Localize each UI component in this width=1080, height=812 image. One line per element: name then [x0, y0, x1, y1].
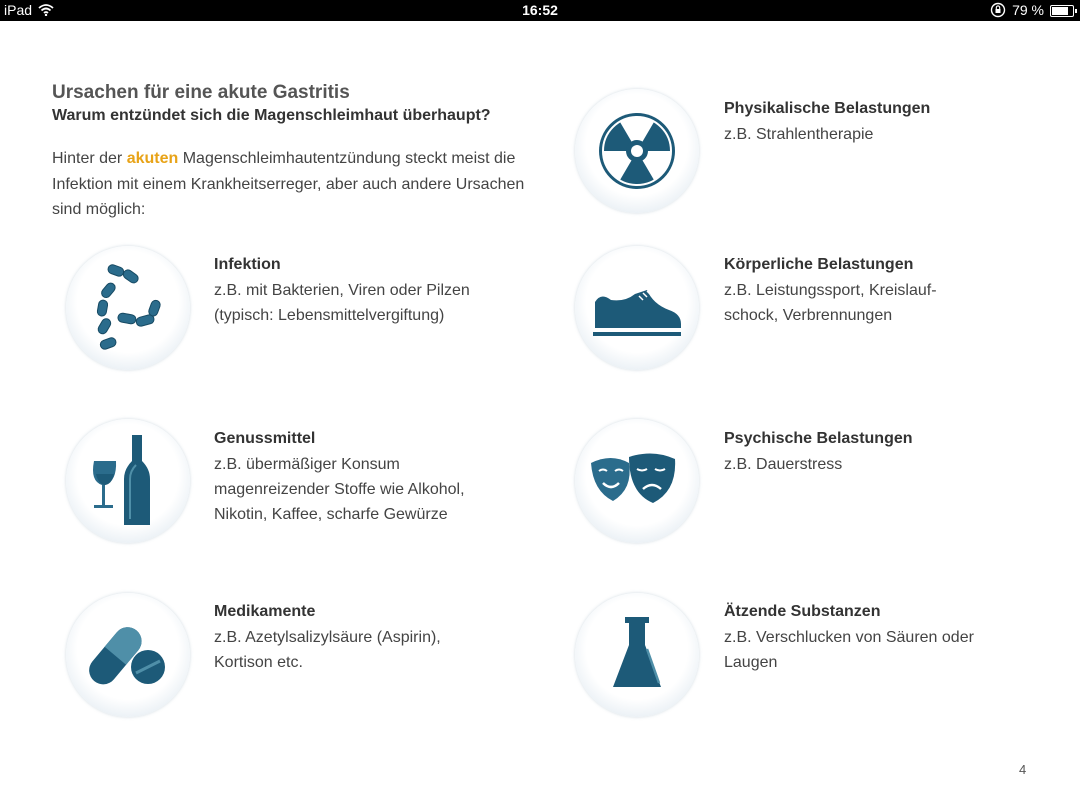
page-number: 4: [1019, 762, 1027, 777]
battery-percent: 79 %: [1012, 2, 1044, 18]
status-time: 16:52: [522, 2, 558, 18]
cause-title: Medikamente: [214, 603, 316, 620]
cause-title: Genussmittel: [214, 430, 316, 447]
cause-description: z.B. Azetylsalizylsäure (Aspirin), Kortison etc.: [214, 629, 441, 671]
cause-title: Körperliche Belastungen: [724, 256, 914, 273]
radiation-icon: [575, 89, 699, 213]
cause-description: z.B. Leistungssport, Kreislauf- schock, Verbrennungen: [724, 282, 937, 324]
wine-bottle-icon: [66, 419, 190, 543]
cause-description: z.B. mit Bakterien, Viren oder Pilzen (typisch: Lebensmittelvergiftung): [214, 282, 470, 324]
page-title: Ursachen für eine akute Gastritis: [52, 82, 350, 103]
battery-icon: [1050, 5, 1074, 17]
cause-description: z.B. Dauerstress: [724, 456, 843, 473]
bacteria-icon: [66, 246, 190, 370]
page-subtitle: Warum entzündet sich die Magenschleimhaut überhaupt?: [52, 107, 491, 124]
intro-text: Hinter der akuten Magenschleimhautentzündung steckt meist die Infektion mit einem Krankheitserreger, aber auch andere Ursachen sind möglich:: [52, 150, 525, 218]
cause-title: Physikalische Belastungen: [724, 100, 931, 117]
status-bar: [0, 0, 1080, 21]
cause-description: z.B. übermäßiger Konsum magenreizender Stoffe wie Alkohol, Nikotin, Kaffee, scharfe Gewürze: [214, 456, 465, 523]
highlight-word: akuten: [126, 150, 179, 167]
pills-icon: [66, 593, 190, 717]
cause-title: Psychische Belastungen: [724, 430, 913, 447]
cause-title: Ätzende Substanzen: [724, 603, 881, 620]
theater-masks-icon: [575, 419, 699, 543]
flask-icon: [575, 593, 699, 717]
shoe-icon: [575, 246, 699, 370]
cause-description: z.B. Verschlucken von Säuren oder Laugen: [724, 629, 974, 671]
rotation-lock-icon: [990, 2, 1006, 18]
device-label: iPad: [4, 2, 33, 18]
cause-title: Infektion: [214, 256, 281, 273]
cause-description: z.B. Strahlentherapie: [724, 126, 874, 143]
page: [0, 21, 1080, 812]
